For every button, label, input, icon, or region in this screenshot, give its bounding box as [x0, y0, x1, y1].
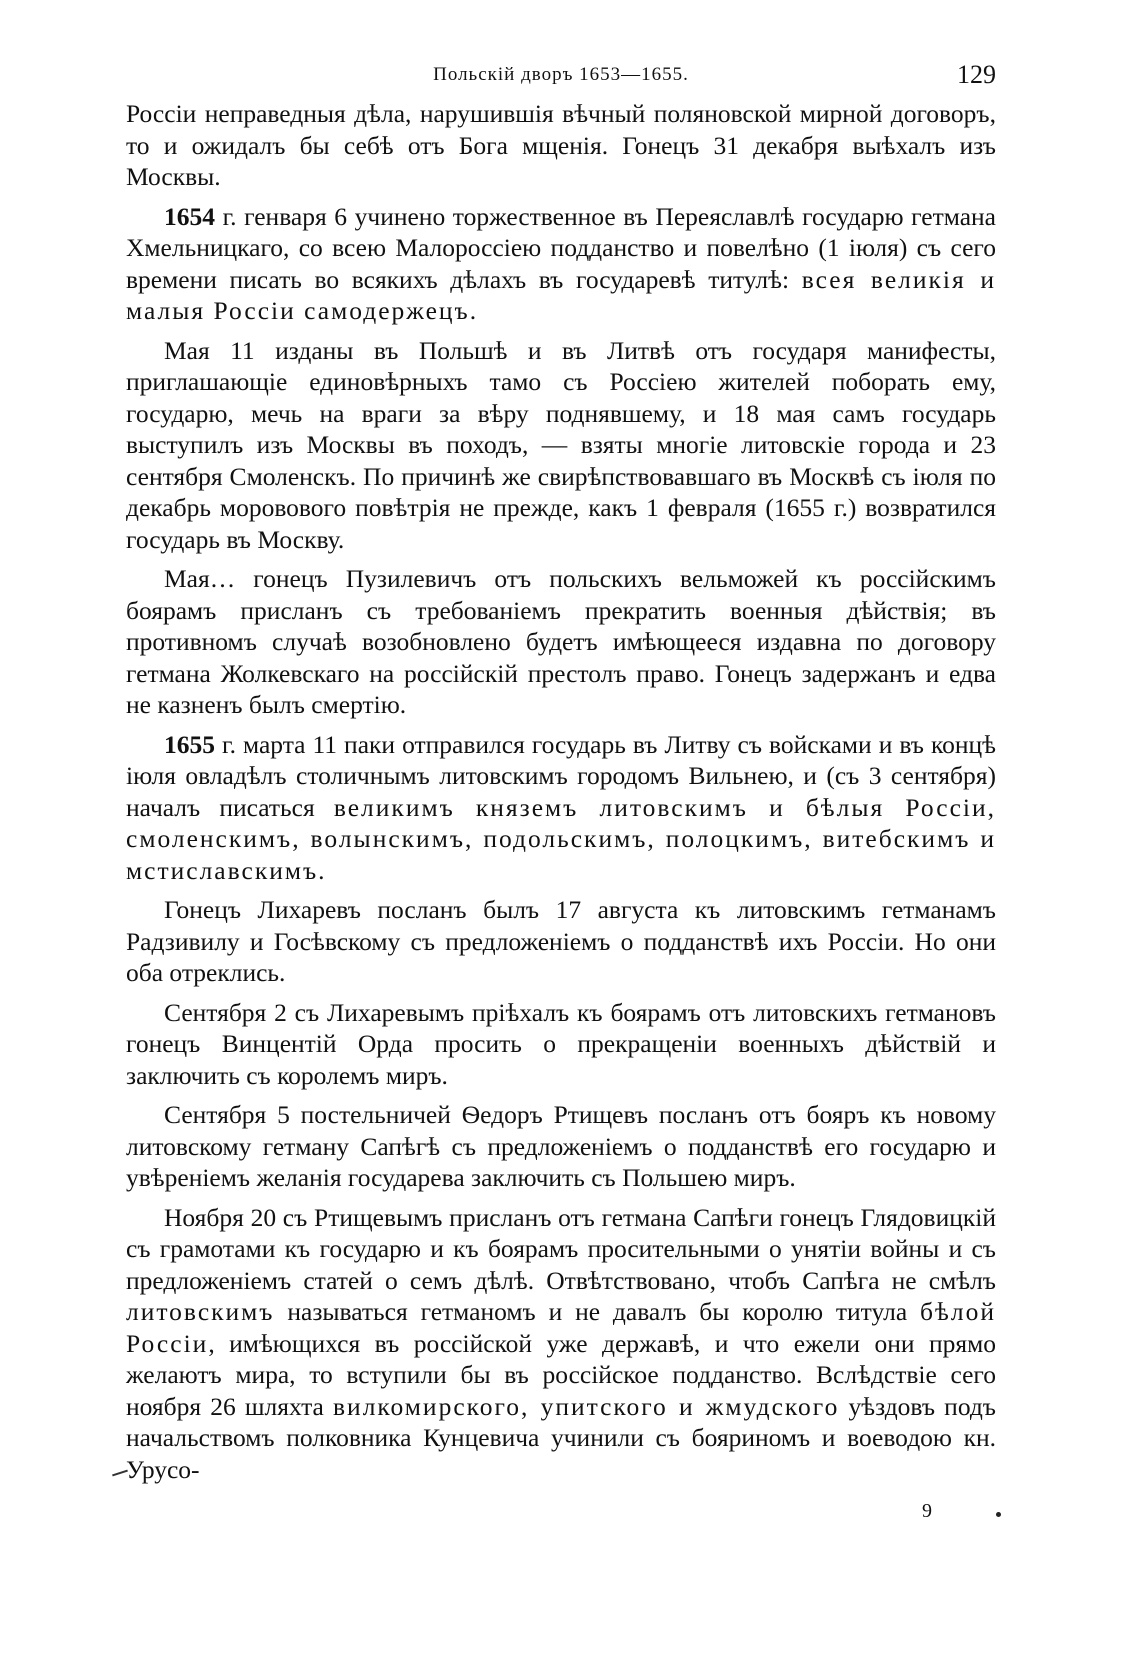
running-title: Польскій дворъ 1653—1655.: [433, 64, 689, 85]
paragraph: [126, 1099, 996, 1194]
paragraph-text: Ноября 20 съ Ртищевымъ присланъ отъ гетмана Сапѣги гонецъ Глядовицкій съ грамотами къ государю и къ боярамъ просительными о унятіи войны и съ предложеніемъ статей о семъ дѣлѣ. Отвѣтствовано, чтобъ Сапѣга не смѣлъ: [126, 1202, 996, 1295]
paragraph: [126, 335, 996, 556]
year-label: 1654: [164, 201, 215, 231]
paragraph: [126, 201, 996, 327]
page-number: 129: [957, 60, 996, 89]
paragraph-text: Мая… гонецъ Пузилевичъ отъ польскихъ вельможей къ россійскимъ боярамъ присланъ съ требованіемъ прекратить военныя дѣйствія; въ противномъ случаѣ возобновлено будетъ имѣющееся издавна по договору гетмана Жолкевскаго на россійскій престолъ право. Гонецъ задержанъ и едва не казненъ былъ смертію.: [126, 564, 996, 719]
signature-mark: 9: [922, 1500, 932, 1522]
paragraph-text: , имѣющихся въ россійской уже державѣ, и что ежели они прямо желаютъ мира, то вступили бы въ россійское подданство. Вслѣдствіе сего ноября 26 шляхта: [126, 1328, 996, 1421]
paragraph-text: литовскимъ: [126, 1297, 275, 1326]
paragraph: [126, 729, 996, 887]
paragraph-text: Гонецъ Лихаревъ посланъ былъ 17 августа къ литовскимъ гетманамъ Радзивилу и Госѣвскому съ предложеніемъ о подданствѣ ихъ Россіи. Но они оба отреклись.: [126, 895, 996, 987]
paragraph: [126, 997, 996, 1092]
paragraph: [126, 894, 996, 989]
paragraph-text: Сентября 5 постельничей Ѳедоръ Ртищевъ посланъ отъ бояръ къ новому литовскому гетману Сапѣгѣ съ предложеніемъ о подданствѣ его государю и увѣреніемъ желанія государева заключить съ Польшею миръ.: [126, 1100, 996, 1192]
paragraph-text: всея великія и малыя Россіи самодержецъ.: [126, 264, 997, 325]
paragraph-text: Сентября 2 съ Лихаревымъ пріѣхалъ къ боярамъ отъ литовскихъ гетмановъ гонецъ Винцентій Орда просить о прекращеніи военныхъ дѣйствій и заключить съ королемъ миръ.: [126, 997, 996, 1090]
paragraph-text: г. генваря 6 учинено торжественное въ Переяславлѣ государю гетмана Хмельницкаго, со всею Малороссіею подданство и повелѣно (1 іюля) съ сего времени писать во всякихъ дѣлахъ въ государевѣ титулѣ:: [126, 201, 996, 294]
paragraph: [126, 1202, 996, 1486]
paragraph-text: называться гетманомъ и не давалъ бы королю титула: [274, 1297, 921, 1326]
footer-dot: [996, 1512, 1001, 1517]
body-text: [126, 98, 996, 1493]
paragraph-text: бѣлой Россіи: [126, 1297, 996, 1358]
paragraph-text: уѣздовъ подъ начальствомъ полковника Кунцевича учинили съ бояриномъ и воеводою кн. Урусо-: [126, 1391, 996, 1484]
paragraph-text: Мая 11 изданы въ Польшѣ и въ Литвѣ отъ государя манифесты, приглашающіе единовѣрныхъ тамо съ Россіею жителей поборать ему, государю, мечь на враги за вѣру поднявшему, и 18 мая самъ государь выступилъ изъ Москвы въ походъ, — взяты многіе литовскіе города и 23 сентября Смоленскъ. По причинѣ же свирѣпствовавшаго въ Москвѣ съ іюля по декабрь моровового повѣтрія не прежде, какъ 1 февраля (1655 г.) возвратился государь въ Москву.: [126, 335, 996, 554]
year-label: 1655: [164, 729, 215, 759]
paragraph-text: великимъ княземъ литовскимъ и бѣлыя Россіи, смоленскимъ, волынскимъ, подольскимъ, полоцкимъ, витебскимъ и мстиславскимъ.: [126, 792, 997, 885]
paragraph: [126, 98, 996, 193]
paragraph-text: г. марта 11 паки отправился государь въ Литву съ войсками и въ концѣ іюля овладѣлъ столичнымъ литовскимъ городомъ Вильнею, и (съ 3 сентября) началъ писаться: [126, 729, 996, 822]
paragraph-text: Россіи неправедныя дѣла, нарушившія вѣчный поляновской мирной договоръ, то и ожидалъ бы себѣ отъ Бога мщенія. Гонецъ 31 декабря выѣхалъ изъ Москвы.: [126, 99, 996, 191]
paragraph-text: вилкомирского, упитского и жмудского: [333, 1391, 840, 1421]
paragraph: [126, 563, 996, 721]
page-header: [126, 60, 996, 96]
